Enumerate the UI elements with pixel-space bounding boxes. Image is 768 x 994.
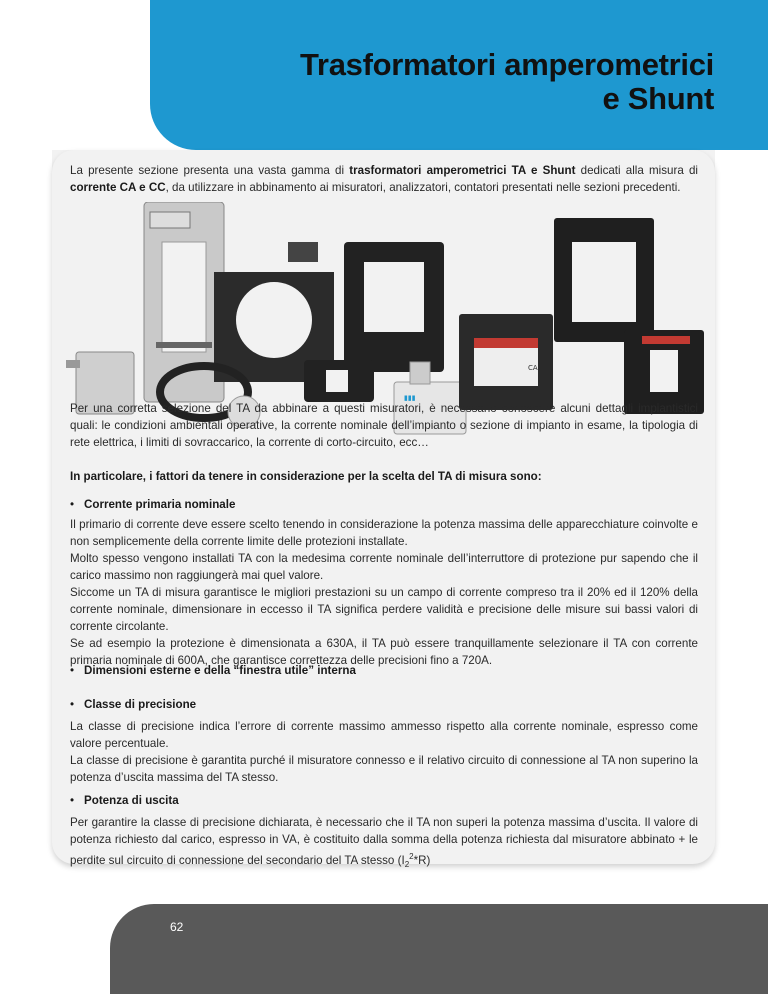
intro-paragraph xyxy=(70,162,698,196)
page-number: 62 xyxy=(170,920,184,934)
output-power-p1: Per garantire la classe di precisione dichiarata, è necessario che il TA non superi la potenza massima d’uscita. Il valore di potenza richiesto dal carico, espresso in VA, è costituito dalla somma della potenza richiesta dal misuratore abbinato + le perdite sul circuito di connessione del secondario del TA stesso (I xyxy=(70,816,698,867)
bullet-dimensions xyxy=(70,664,356,677)
intro-text-1: La presente sezione presenta una vasta gamma di xyxy=(70,164,350,177)
title-line-2: e Shunt xyxy=(602,81,714,116)
bullet-precision-class xyxy=(70,698,196,711)
boxed-ct-icon xyxy=(459,314,553,410)
bullet-label: Potenza di uscita xyxy=(84,794,179,807)
bullet-primary-current xyxy=(70,498,235,511)
title-line-1: Trasformatori amperometrici xyxy=(300,47,714,82)
precision-class-text xyxy=(70,718,698,786)
bullet-label: Dimensioni esterne e della “finestra utile” interna xyxy=(84,664,356,677)
bullet-dot-icon: • xyxy=(70,698,75,711)
intro-bold-2: corrente CA e CC xyxy=(70,181,166,194)
bullet-label: Corrente primaria nominale xyxy=(84,498,236,511)
primary-current-p2: Molto spesso vengono installati TA con la medesima corrente nominale dell’interruttore di protezione pur sapendo che il carico massimo non raggiungerà mai quel valore. xyxy=(70,552,698,582)
factors-heading: In particolare, i fattori da tenere in considerazione per la scelta del TA di misura sono: xyxy=(70,470,542,483)
intro-bold-1: trasformatori amperometrici TA e Shunt xyxy=(349,164,576,177)
bullet-dot-icon: • xyxy=(70,794,75,807)
output-power-sup: 2 xyxy=(409,852,414,861)
small-black-ct-icon xyxy=(304,360,374,402)
primary-current-p3: Siccome un TA di misura garantisce le migliori prestazioni su un campo di corrente compreso tra il 20% ed il 120% della corrente nominale, dimensionare in eccesso il TA significa perdere validità e precisione delle misure sui bassi valori di corrente circolante. xyxy=(70,586,698,633)
primary-current-text xyxy=(70,516,698,669)
content-card xyxy=(52,150,715,870)
bullet-dot-icon: • xyxy=(70,664,75,677)
bullet-dot-icon: • xyxy=(70,498,75,511)
svg-text:▮▮▮: ▮▮▮ xyxy=(404,394,416,402)
primary-current-p1: Il primario di corrente deve essere scelto tenendo in considerazione la potenza massima delle apparecchiature coinvolte e non semplicemente della corrente limite delle protezioni installate. xyxy=(70,518,698,548)
output-power-text xyxy=(70,814,698,873)
output-power-tail: *R) xyxy=(413,853,431,867)
bullet-label: Classe di precisione xyxy=(84,698,197,711)
selection-paragraph: Per una corretta selezione del TA da abbinare a questi misuratori, è necessario conoscere alcuni dettagli impiantistici quali: le condizioni ambientali operative, la corrente nominale dell’impianto o sezione di impianto in esame, la tipologia di rete elettrica, i limiti di sovraccarico, la corrente di corto-circuito, ecc… xyxy=(70,402,698,449)
intro-text-3: , da utilizzare in abbinamento ai misuratori, analizzatori, contatori presentati nelle sezioni precedenti. xyxy=(165,181,681,194)
header-band xyxy=(0,0,768,150)
output-power-sub: 2 xyxy=(404,860,410,870)
label-b: CA xyxy=(528,364,538,372)
precision-class-p1: La classe di precisione indica l’errore di corrente massimo ammesso rispetto alla corrente nominale, espresso come valore percentuale. xyxy=(70,720,698,750)
large-split-ct-icon xyxy=(554,218,704,414)
bullet-output-power xyxy=(70,794,179,807)
footer-band xyxy=(110,904,768,994)
split-ct-icon xyxy=(344,242,444,372)
precision-class-p2: La classe di precisione è garantita purché il misuratore connesso e il relativo circuito di connessione al TA non superino la potenza d’uscita massima del TA stesso. xyxy=(70,754,698,784)
primary-current-p4: Se ad esempio la protezione è dimensionata a 630A, il TA può essere tranquillamente selezionare il TA con corrente primaria nominale di 600A, che garantisce correttezza delle precisioni fino a 720A. xyxy=(70,637,698,667)
page-title xyxy=(300,48,714,116)
intro-text-2: dedicati alla misura di xyxy=(575,164,698,177)
